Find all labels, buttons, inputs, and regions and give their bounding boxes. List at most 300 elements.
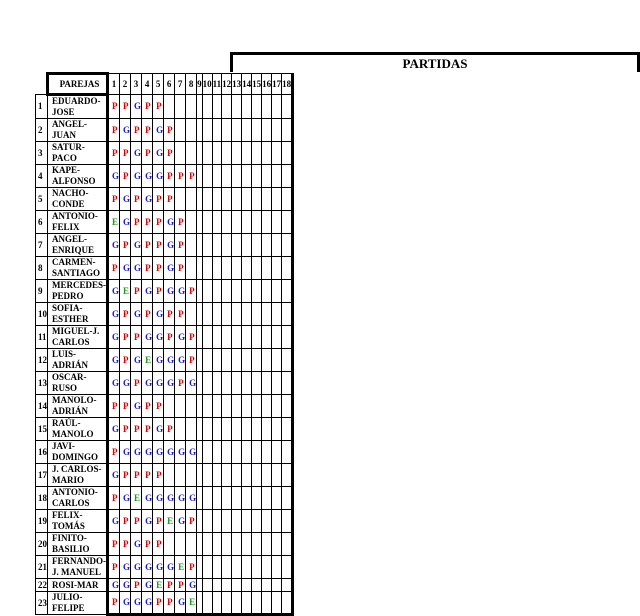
- result-cell: [142, 510, 153, 533]
- result-mark: P: [123, 147, 129, 158]
- result-cell: [262, 211, 272, 234]
- result-mark: P: [112, 262, 118, 273]
- result-cell: [212, 395, 222, 418]
- result-cell: [131, 487, 142, 510]
- result-cell: [142, 464, 153, 487]
- result-cell: [222, 280, 232, 303]
- result-cell: [232, 441, 242, 464]
- result-mark: P: [167, 597, 173, 608]
- result-cell: [164, 119, 175, 142]
- table-row: [36, 280, 293, 303]
- result-mark: P: [167, 170, 173, 181]
- result-mark: P: [178, 377, 184, 388]
- result-mark: G: [189, 579, 197, 590]
- result-mark: G: [134, 147, 142, 158]
- result-cell: [153, 280, 164, 303]
- result-mark: P: [156, 216, 162, 227]
- result-mark: E: [145, 354, 152, 365]
- result-mark: P: [189, 354, 195, 365]
- result-mark: G: [112, 239, 120, 250]
- result-mark: P: [167, 331, 173, 342]
- result-mark: P: [134, 515, 140, 526]
- result-cell: [175, 211, 186, 234]
- result-cell: [202, 142, 212, 165]
- result-mark: G: [134, 262, 142, 273]
- result-mark: P: [167, 423, 173, 434]
- result-cell: [131, 257, 142, 280]
- row-number: 1: [36, 95, 48, 119]
- result-cell: [282, 326, 293, 349]
- result-mark: P: [112, 538, 118, 549]
- row-number: 21: [36, 556, 48, 579]
- result-cell: [202, 257, 212, 280]
- row-number: 12: [36, 349, 48, 372]
- result-cell: [232, 349, 242, 372]
- pareja-name: MERCEDES-PEDRO: [48, 280, 108, 303]
- result-mark: G: [145, 446, 153, 457]
- result-cell: [131, 418, 142, 441]
- result-cell: [262, 510, 272, 533]
- result-mark: G: [123, 597, 131, 608]
- result-cell: [222, 326, 232, 349]
- result-mark: G: [112, 170, 120, 181]
- result-cell: [120, 257, 131, 280]
- result-cell: [164, 257, 175, 280]
- result-cell: [262, 464, 272, 487]
- result-cell: [262, 119, 272, 142]
- result-cell: [186, 487, 197, 510]
- result-cell: [108, 579, 120, 592]
- result-cell: [164, 592, 175, 615]
- result-cell: [202, 119, 212, 142]
- partida-number-14: 14: [242, 74, 252, 95]
- result-cell: [262, 188, 272, 211]
- result-cell: [108, 372, 120, 395]
- result-cell: [131, 533, 142, 556]
- result-cell: [164, 556, 175, 579]
- row-number: 2: [36, 119, 48, 142]
- result-cell: [164, 280, 175, 303]
- result-mark: P: [178, 170, 184, 181]
- result-cell: [131, 349, 142, 372]
- result-mark: P: [189, 331, 195, 342]
- result-cell: [186, 188, 197, 211]
- result-mark: P: [167, 193, 173, 204]
- result-cell: [272, 119, 282, 142]
- result-mark: P: [134, 193, 140, 204]
- result-cell: [242, 95, 252, 119]
- result-cell: [212, 510, 222, 533]
- result-cell: [252, 592, 262, 615]
- result-cell: [108, 188, 120, 211]
- result-cell: [175, 441, 186, 464]
- result-mark: G: [123, 193, 131, 204]
- result-mark: G: [145, 170, 153, 181]
- result-mark: G: [134, 597, 142, 608]
- result-mark: G: [145, 515, 153, 526]
- result-cell: [153, 510, 164, 533]
- result-cell: [202, 211, 212, 234]
- result-cell: [242, 165, 252, 188]
- result-cell: [142, 119, 153, 142]
- pareja-name: SOFIA-ESTHER: [48, 303, 108, 326]
- result-cell: [186, 579, 197, 592]
- result-cell: [186, 556, 197, 579]
- result-cell: [186, 464, 197, 487]
- result-cell: [232, 165, 242, 188]
- row-number: 4: [36, 165, 48, 188]
- result-cell: [108, 303, 120, 326]
- partida-number-2: 2: [120, 74, 131, 95]
- row-number: 15: [36, 418, 48, 441]
- result-mark: P: [134, 124, 140, 135]
- result-mark: G: [134, 561, 142, 572]
- table-row: [36, 142, 293, 165]
- result-cell: [131, 372, 142, 395]
- table-row: [36, 441, 293, 464]
- header-corner: [36, 74, 48, 95]
- result-cell: [142, 280, 153, 303]
- result-cell: [186, 211, 197, 234]
- result-cell: [262, 579, 272, 592]
- result-mark: P: [112, 446, 118, 457]
- result-cell: [232, 119, 242, 142]
- result-cell: [222, 95, 232, 119]
- result-cell: [202, 372, 212, 395]
- result-mark: P: [112, 101, 118, 111]
- result-mark: P: [123, 331, 129, 342]
- result-cell: [212, 372, 222, 395]
- result-cell: [212, 579, 222, 592]
- pareja-name: FINITO-BASILIO: [48, 533, 108, 556]
- result-cell: [202, 533, 212, 556]
- result-mark: G: [156, 124, 164, 135]
- result-cell: [153, 165, 164, 188]
- result-cell: [153, 142, 164, 165]
- table-row: [36, 119, 293, 142]
- result-cell: [282, 533, 293, 556]
- result-cell: [262, 592, 272, 615]
- result-cell: [242, 579, 252, 592]
- partida-number-12: 12: [222, 74, 232, 95]
- row-number: 23: [36, 592, 48, 615]
- result-cell: [262, 257, 272, 280]
- result-cell: [164, 234, 175, 257]
- pareja-name: JAVI-DOMINGO: [48, 441, 108, 464]
- result-cell: [186, 95, 197, 119]
- result-cell: [282, 119, 293, 142]
- result-cell: [272, 510, 282, 533]
- result-cell: [108, 592, 120, 615]
- result-cell: [222, 165, 232, 188]
- result-mark: G: [134, 400, 142, 411]
- result-cell: [282, 349, 293, 372]
- result-mark: E: [189, 597, 196, 608]
- result-cell: [212, 418, 222, 441]
- result-mark: P: [123, 538, 129, 549]
- result-cell: [175, 165, 186, 188]
- row-number: 5: [36, 188, 48, 211]
- result-mark: P: [134, 216, 140, 227]
- result-cell: [252, 395, 262, 418]
- result-mark: P: [123, 170, 129, 181]
- table-row: [36, 165, 293, 188]
- result-cell: [282, 510, 293, 533]
- row-number: 13: [36, 372, 48, 395]
- result-mark: P: [112, 193, 118, 204]
- result-cell: [242, 257, 252, 280]
- result-cell: [175, 349, 186, 372]
- result-cell: [175, 303, 186, 326]
- row-number: 11: [36, 326, 48, 349]
- result-mark: G: [123, 446, 131, 457]
- result-cell: [202, 487, 212, 510]
- result-cell: [186, 142, 197, 165]
- result-cell: [120, 280, 131, 303]
- result-mark: G: [156, 354, 164, 365]
- result-cell: [186, 418, 197, 441]
- result-mark: G: [112, 331, 120, 342]
- result-cell: [175, 579, 186, 592]
- result-cell: [272, 326, 282, 349]
- partida-number-18: 18: [282, 74, 293, 95]
- result-cell: [222, 395, 232, 418]
- result-cell: [202, 441, 212, 464]
- result-cell: [142, 234, 153, 257]
- result-mark: G: [156, 308, 164, 319]
- result-cell: [232, 188, 242, 211]
- result-cell: [202, 95, 212, 119]
- result-cell: [252, 326, 262, 349]
- result-cell: [262, 326, 272, 349]
- result-cell: [142, 95, 153, 119]
- result-cell: [242, 142, 252, 165]
- result-cell: [164, 487, 175, 510]
- result-cell: [212, 234, 222, 257]
- partida-number-10: 10: [202, 74, 212, 95]
- result-cell: [142, 165, 153, 188]
- result-cell: [164, 464, 175, 487]
- table-row: [36, 592, 293, 615]
- result-cell: [252, 556, 262, 579]
- result-cell: [232, 257, 242, 280]
- result-cell: [242, 188, 252, 211]
- result-mark: G: [123, 579, 131, 590]
- table-row: [36, 372, 293, 395]
- result-mark: P: [167, 579, 173, 590]
- result-cell: [282, 165, 293, 188]
- partida-number-9: 9: [197, 74, 203, 95]
- result-cell: [272, 592, 282, 615]
- result-cell: [272, 464, 282, 487]
- result-cell: [186, 533, 197, 556]
- result-cell: [142, 349, 153, 372]
- result-cell: [252, 487, 262, 510]
- result-mark: P: [156, 538, 162, 549]
- result-cell: [164, 303, 175, 326]
- partida-number-17: 17: [272, 74, 282, 95]
- result-cell: [282, 211, 293, 234]
- result-mark: P: [156, 101, 162, 111]
- result-mark: G: [145, 285, 153, 296]
- result-mark: P: [145, 147, 151, 158]
- result-cell: [175, 95, 186, 119]
- result-cell: [120, 395, 131, 418]
- row-number: 22: [36, 579, 48, 592]
- result-cell: [131, 142, 142, 165]
- partida-number-16: 16: [262, 74, 272, 95]
- pareja-name: EDUARDO-JOSE: [48, 95, 108, 119]
- pareja-name: LUIS-ADRIÁN: [48, 349, 108, 372]
- result-cell: [175, 533, 186, 556]
- result-cell: [282, 579, 293, 592]
- result-cell: [232, 142, 242, 165]
- result-cell: [164, 579, 175, 592]
- result-mark: G: [112, 469, 120, 480]
- table-row: [36, 510, 293, 533]
- result-mark: P: [145, 124, 151, 135]
- result-cell: [153, 326, 164, 349]
- result-cell: [272, 188, 282, 211]
- result-mark: P: [189, 515, 195, 526]
- result-cell: [120, 592, 131, 615]
- result-cell: [202, 303, 212, 326]
- result-cell: [212, 165, 222, 188]
- result-cell: [164, 165, 175, 188]
- result-cell: [272, 372, 282, 395]
- result-cell: [222, 441, 232, 464]
- result-cell: [108, 510, 120, 533]
- table-row: [36, 95, 293, 119]
- result-mark: P: [134, 285, 140, 296]
- result-cell: [272, 303, 282, 326]
- result-cell: [120, 326, 131, 349]
- result-cell: [164, 418, 175, 441]
- result-mark: G: [178, 492, 186, 503]
- result-mark: G: [167, 262, 175, 273]
- result-cell: [222, 303, 232, 326]
- result-cell: [202, 592, 212, 615]
- result-cell: [186, 257, 197, 280]
- result-mark: G: [134, 354, 142, 365]
- result-cell: [175, 372, 186, 395]
- result-mark: G: [112, 423, 120, 434]
- result-mark: G: [189, 377, 197, 388]
- result-cell: [175, 280, 186, 303]
- result-cell: [282, 372, 293, 395]
- result-cell: [175, 257, 186, 280]
- result-cell: [242, 349, 252, 372]
- result-cell: [202, 165, 212, 188]
- result-mark: P: [156, 400, 162, 411]
- result-cell: [232, 211, 242, 234]
- row-number: 7: [36, 234, 48, 257]
- result-cell: [186, 372, 197, 395]
- result-cell: [164, 510, 175, 533]
- result-cell: [153, 211, 164, 234]
- result-cell: [222, 579, 232, 592]
- result-cell: [175, 142, 186, 165]
- result-cell: [153, 188, 164, 211]
- row-number: 6: [36, 211, 48, 234]
- result-cell: [164, 395, 175, 418]
- pareja-name: SATUR-PACO: [48, 142, 108, 165]
- result-cell: [252, 234, 262, 257]
- result-cell: [142, 579, 153, 592]
- result-cell: [222, 349, 232, 372]
- result-cell: [272, 280, 282, 303]
- pareja-name: OSCAR-RUSO: [48, 372, 108, 395]
- result-mark: P: [156, 597, 162, 608]
- result-mark: G: [156, 170, 164, 181]
- result-cell: [242, 280, 252, 303]
- result-cell: [120, 188, 131, 211]
- result-cell: [222, 464, 232, 487]
- pareja-name: ROSI-MAR: [48, 579, 108, 592]
- result-mark: G: [156, 446, 164, 457]
- result-mark: G: [134, 239, 142, 250]
- partida-number-3: 3: [131, 74, 142, 95]
- result-cell: [272, 165, 282, 188]
- result-cell: [142, 441, 153, 464]
- result-cell: [153, 95, 164, 119]
- result-mark: G: [123, 561, 131, 572]
- table-row: [36, 211, 293, 234]
- result-mark: G: [134, 308, 142, 319]
- result-cell: [222, 372, 232, 395]
- row-number: 20: [36, 533, 48, 556]
- result-cell: [232, 592, 242, 615]
- result-cell: [120, 349, 131, 372]
- pareja-name: ANTONIO-CARLOS: [48, 487, 108, 510]
- result-mark: P: [112, 147, 118, 158]
- result-mark: P: [156, 515, 162, 526]
- result-cell: [186, 165, 197, 188]
- header-row: [36, 74, 293, 95]
- result-cell: [186, 395, 197, 418]
- result-cell: [212, 556, 222, 579]
- result-cell: [142, 303, 153, 326]
- result-mark: G: [167, 561, 175, 572]
- result-mark: P: [156, 193, 162, 204]
- result-cell: [202, 188, 212, 211]
- table-row: [36, 579, 293, 592]
- result-cell: [252, 533, 262, 556]
- result-cell: [142, 533, 153, 556]
- result-cell: [120, 556, 131, 579]
- table-row: [36, 464, 293, 487]
- result-cell: [252, 257, 262, 280]
- result-mark: P: [156, 285, 162, 296]
- result-cell: [242, 441, 252, 464]
- result-cell: [282, 464, 293, 487]
- result-cell: [153, 257, 164, 280]
- results-table: [35, 72, 294, 616]
- result-mark: P: [167, 124, 173, 135]
- result-cell: [252, 165, 262, 188]
- result-cell: [272, 556, 282, 579]
- partida-number-4: 4: [142, 74, 153, 95]
- result-cell: [262, 165, 272, 188]
- result-cell: [186, 326, 197, 349]
- result-mark: E: [156, 579, 163, 590]
- result-mark: P: [123, 423, 129, 434]
- result-mark: G: [167, 354, 175, 365]
- result-mark: G: [178, 285, 186, 296]
- result-mark: P: [134, 579, 140, 590]
- result-cell: [282, 441, 293, 464]
- result-cell: [252, 119, 262, 142]
